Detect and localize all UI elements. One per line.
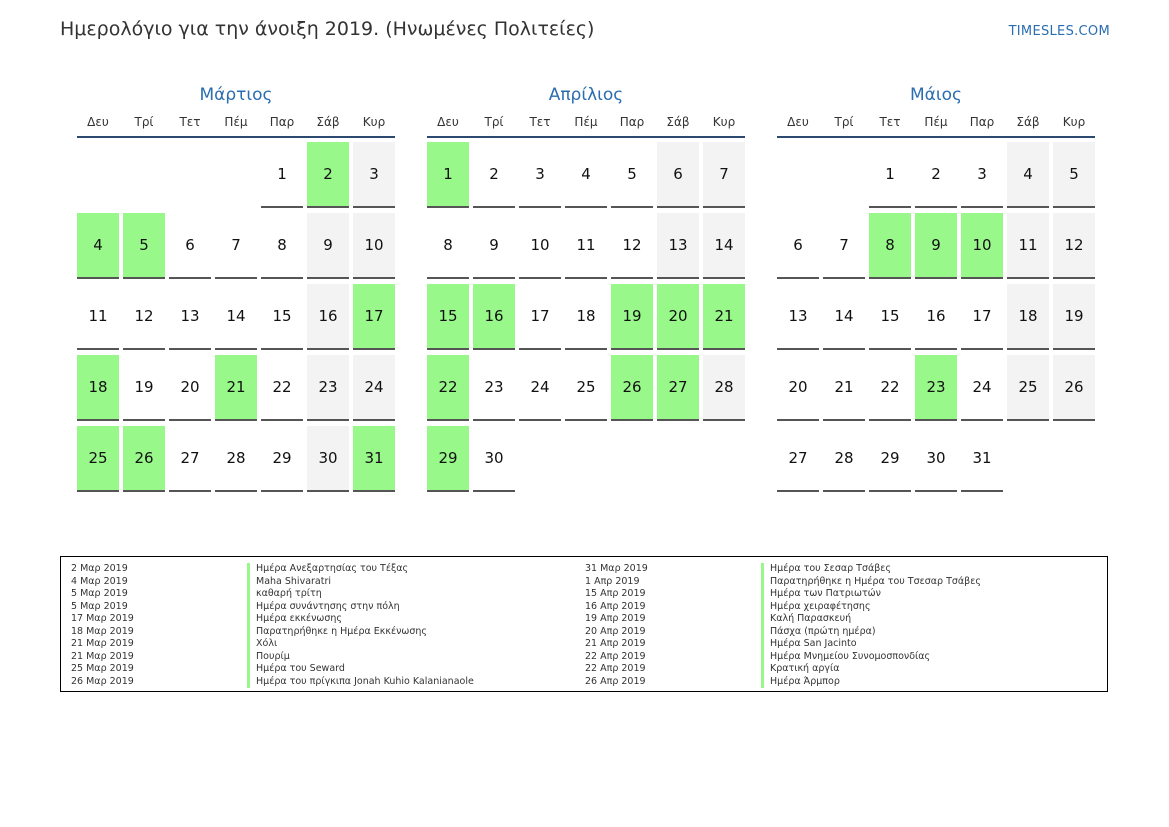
day-cell[interactable]: 23 bbox=[473, 355, 515, 421]
day-cell[interactable]: 24 bbox=[519, 355, 561, 421]
legend-holiday-name: Ημέρα Ανεξαρτησίας του Τέξας bbox=[247, 563, 408, 576]
legend-row bbox=[71, 563, 474, 576]
day-cell[interactable]: 7 bbox=[823, 213, 865, 279]
day-cell[interactable]: 8 bbox=[427, 213, 469, 279]
legend-row bbox=[71, 601, 474, 614]
weekday-label: Δευ bbox=[787, 115, 809, 129]
legend-date: 21 Μαρ 2019 bbox=[71, 638, 134, 649]
day-cell[interactable]: 6 bbox=[169, 213, 211, 279]
legend-date: 26 Απρ 2019 bbox=[585, 675, 646, 687]
legend-row bbox=[585, 613, 981, 626]
empty-day-cell bbox=[1007, 426, 1049, 492]
weekday-label: Παρ bbox=[969, 115, 995, 129]
day-cell[interactable]: 16 bbox=[307, 284, 349, 350]
day-cell[interactable]: 14 bbox=[215, 284, 257, 350]
weekday-label: Πέμ bbox=[224, 115, 248, 129]
day-cell[interactable]: 17 bbox=[961, 284, 1003, 350]
day-cell[interactable]: 11 bbox=[77, 284, 119, 350]
day-cell[interactable]: 1 bbox=[869, 142, 911, 208]
weekday-label: Τρί bbox=[484, 115, 504, 129]
day-cell[interactable]: 20 bbox=[657, 284, 699, 350]
legend-row bbox=[71, 626, 474, 639]
day-cell[interactable]: 24 bbox=[961, 355, 1003, 421]
weekday-label: Πέμ bbox=[924, 115, 948, 129]
legend-holiday-name: Ημέρα του Seward bbox=[247, 663, 345, 676]
weekday-label: Παρ bbox=[619, 115, 645, 129]
day-cell[interactable]: 8 bbox=[261, 213, 303, 279]
day-cell[interactable]: 12 bbox=[1053, 213, 1095, 279]
day-cell[interactable]: 5 bbox=[123, 213, 165, 279]
legend-date: 5 Μαρ 2019 bbox=[71, 588, 128, 599]
legend-date: 16 Απρ 2019 bbox=[585, 600, 646, 612]
day-cell[interactable]: 10 bbox=[519, 213, 561, 279]
day-cell[interactable]: 2 bbox=[915, 142, 957, 208]
month-calendar bbox=[777, 82, 1095, 497]
day-cell[interactable]: 31 bbox=[961, 426, 1003, 492]
legend-date: 22 Απρ 2019 bbox=[585, 650, 646, 662]
day-cell[interactable]: 25 bbox=[565, 355, 607, 421]
legend-holiday-name: Χόλι bbox=[247, 638, 277, 651]
day-cell[interactable]: 11 bbox=[1007, 213, 1049, 279]
week-row bbox=[427, 142, 745, 208]
legend-holiday-name: Ημέρα συνάντησης στην πόλη bbox=[247, 601, 400, 614]
legend-date: 4 Μαρ 2019 bbox=[71, 575, 128, 587]
legend-row bbox=[585, 651, 981, 664]
day-cell[interactable]: 15 bbox=[869, 284, 911, 350]
week-row bbox=[777, 284, 1095, 350]
legend-holiday-name: Καλή Παρασκευή bbox=[761, 613, 851, 626]
day-cell[interactable]: 1 bbox=[261, 142, 303, 208]
legend-row bbox=[585, 588, 981, 601]
legend-date: 25 Μαρ 2019 bbox=[71, 663, 134, 674]
day-cell[interactable]: 9 bbox=[307, 213, 349, 279]
empty-day-cell bbox=[777, 142, 819, 208]
legend-holiday-name: Παρατηρήθηκε η Ημέρα Εκκένωσης bbox=[247, 626, 427, 639]
legend-row bbox=[71, 588, 474, 601]
weekday-header bbox=[777, 108, 1095, 138]
weekday-label: Τετ bbox=[529, 115, 551, 129]
day-cell[interactable]: 12 bbox=[611, 213, 653, 279]
empty-day-cell bbox=[823, 142, 865, 208]
legend-holiday-name: Ημέρα Άρμπορ bbox=[761, 676, 840, 689]
weekday-label: Τετ bbox=[179, 115, 201, 129]
legend-row bbox=[585, 626, 981, 639]
page-title: Ημερολόγιο για την άνοιξη 2019. (Ηνωμένες Πολιτείες) bbox=[60, 18, 595, 40]
month-name: Μάιος bbox=[909, 85, 962, 105]
week-row bbox=[77, 426, 395, 492]
day-cell[interactable]: 13 bbox=[777, 284, 819, 350]
legend-date: 15 Απρ 2019 bbox=[585, 588, 646, 599]
legend-holiday-name: Ημέρα Μνημείου Συνομοσπονδίας bbox=[761, 651, 930, 664]
day-cell[interactable]: 23 bbox=[915, 355, 957, 421]
day-cell[interactable]: 27 bbox=[777, 426, 819, 492]
weekday-label: Τρί bbox=[134, 115, 154, 129]
day-cell[interactable]: 3 bbox=[353, 142, 395, 208]
day-cell[interactable]: 21 bbox=[703, 284, 745, 350]
site-link[interactable]: TIMESLES.COM bbox=[1008, 24, 1110, 39]
day-cell[interactable]: 15 bbox=[427, 284, 469, 350]
week-row bbox=[777, 426, 1095, 492]
day-cell[interactable]: 10 bbox=[961, 213, 1003, 279]
legend-row bbox=[585, 563, 981, 576]
day-cell[interactable]: 20 bbox=[169, 355, 211, 421]
legend-row bbox=[71, 638, 474, 651]
holiday-legend bbox=[60, 556, 1108, 692]
legend-holiday-name: Ημέρα του πρίγκιπα Jonah Kuhio Kalanianaole bbox=[247, 676, 474, 689]
day-cell[interactable]: 13 bbox=[169, 284, 211, 350]
day-cell[interactable]: 14 bbox=[823, 284, 865, 350]
legend-row bbox=[71, 613, 474, 626]
week-row bbox=[427, 355, 745, 421]
legend-column-march bbox=[71, 563, 474, 688]
weekday-label: Σάβ bbox=[666, 115, 690, 129]
day-cell[interactable]: 16 bbox=[915, 284, 957, 350]
week-row bbox=[777, 213, 1095, 279]
day-cell[interactable]: 25 bbox=[1007, 355, 1049, 421]
weekday-label: Κυρ bbox=[712, 115, 736, 129]
day-cell[interactable]: 11 bbox=[565, 213, 607, 279]
legend-holiday-name: Ημέρα των Πατριωτών bbox=[761, 588, 881, 601]
legend-row bbox=[71, 651, 474, 664]
day-cell[interactable]: 5 bbox=[611, 142, 653, 208]
legend-date: 1 Απρ 2019 bbox=[585, 575, 640, 587]
day-cell[interactable]: 6 bbox=[777, 213, 819, 279]
day-cell[interactable]: 5 bbox=[1053, 142, 1095, 208]
weekday-header bbox=[427, 108, 745, 138]
legend-row bbox=[585, 576, 981, 589]
day-cell[interactable]: 9 bbox=[915, 213, 957, 279]
legend-date: 5 Μαρ 2019 bbox=[71, 600, 128, 612]
legend-date: 21 Μαρ 2019 bbox=[71, 650, 134, 662]
legend-date: 21 Απρ 2019 bbox=[585, 638, 646, 649]
legend-date: 17 Μαρ 2019 bbox=[71, 613, 134, 624]
empty-day-cell bbox=[123, 142, 165, 208]
day-cell[interactable]: 21 bbox=[215, 355, 257, 421]
empty-day-cell bbox=[703, 426, 745, 492]
week-row bbox=[77, 213, 395, 279]
day-cell[interactable]: 30 bbox=[473, 426, 515, 492]
day-cell[interactable]: 2 bbox=[473, 142, 515, 208]
day-cell[interactable]: 17 bbox=[353, 284, 395, 350]
day-cell[interactable]: 26 bbox=[123, 426, 165, 492]
day-cell[interactable]: 19 bbox=[611, 284, 653, 350]
legend-holiday-name: Πουρίμ bbox=[247, 651, 290, 664]
day-cell[interactable]: 4 bbox=[1007, 142, 1049, 208]
day-cell[interactable]: 31 bbox=[353, 426, 395, 492]
weekday-label: Σάβ bbox=[1016, 115, 1040, 129]
empty-day-cell bbox=[215, 142, 257, 208]
legend-date: 18 Μαρ 2019 bbox=[71, 625, 134, 637]
empty-day-cell bbox=[657, 426, 699, 492]
month-name: Μάρτιος bbox=[199, 85, 273, 105]
weekday-label: Δευ bbox=[87, 115, 109, 129]
weekday-label: Τρί bbox=[834, 115, 854, 129]
day-cell[interactable]: 6 bbox=[657, 142, 699, 208]
day-cell[interactable]: 21 bbox=[823, 355, 865, 421]
weekday-label: Πέμ bbox=[574, 115, 598, 129]
day-cell[interactable]: 22 bbox=[869, 355, 911, 421]
legend-holiday-name: Παρατηρήθηκε η Ημέρα του Τσεσαρ Τσάβες bbox=[761, 576, 981, 589]
day-cell[interactable]: 23 bbox=[307, 355, 349, 421]
day-cell[interactable]: 28 bbox=[215, 426, 257, 492]
month-calendar bbox=[77, 82, 395, 497]
empty-day-cell bbox=[1053, 426, 1095, 492]
day-cell[interactable]: 30 bbox=[307, 426, 349, 492]
day-cell[interactable]: 3 bbox=[519, 142, 561, 208]
day-cell[interactable]: 27 bbox=[657, 355, 699, 421]
day-cell[interactable]: 3 bbox=[961, 142, 1003, 208]
day-cell[interactable]: 22 bbox=[261, 355, 303, 421]
weekday-label: Τετ bbox=[879, 115, 901, 129]
legend-row bbox=[71, 663, 474, 676]
day-cell[interactable]: 25 bbox=[77, 426, 119, 492]
day-cell[interactable]: 8 bbox=[869, 213, 911, 279]
month-name: Απρίλιος bbox=[548, 85, 624, 105]
day-cell[interactable]: 24 bbox=[353, 355, 395, 421]
legend-date: 2 Μαρ 2019 bbox=[71, 563, 128, 574]
empty-day-cell bbox=[169, 142, 211, 208]
day-cell[interactable]: 26 bbox=[1053, 355, 1095, 421]
day-cell[interactable]: 4 bbox=[565, 142, 607, 208]
week-row bbox=[777, 355, 1095, 421]
day-cell[interactable]: 26 bbox=[611, 355, 653, 421]
day-cell[interactable]: 28 bbox=[823, 426, 865, 492]
empty-day-cell bbox=[565, 426, 607, 492]
month-calendar bbox=[427, 82, 745, 497]
weekday-header bbox=[77, 108, 395, 138]
day-cell[interactable]: 27 bbox=[169, 426, 211, 492]
day-cell[interactable]: 12 bbox=[123, 284, 165, 350]
day-cell[interactable]: 19 bbox=[1053, 284, 1095, 350]
legend-row bbox=[71, 676, 474, 689]
day-cell[interactable]: 15 bbox=[261, 284, 303, 350]
day-cell[interactable]: 29 bbox=[427, 426, 469, 492]
week-row bbox=[427, 426, 745, 492]
day-cell[interactable]: 18 bbox=[77, 355, 119, 421]
legend-row bbox=[585, 638, 981, 651]
legend-row bbox=[71, 576, 474, 589]
weekday-label: Κυρ bbox=[1062, 115, 1086, 129]
day-cell[interactable]: 7 bbox=[215, 213, 257, 279]
legend-date: 31 Μαρ 2019 bbox=[585, 563, 648, 574]
week-row bbox=[77, 284, 395, 350]
day-cell[interactable]: 18 bbox=[565, 284, 607, 350]
weekday-label: Δευ bbox=[437, 115, 459, 129]
legend-holiday-name: Ημέρα San Jacinto bbox=[761, 638, 857, 651]
day-cell[interactable]: 19 bbox=[123, 355, 165, 421]
legend-date: 19 Απρ 2019 bbox=[585, 613, 646, 624]
day-cell[interactable]: 7 bbox=[703, 142, 745, 208]
day-cell[interactable]: 30 bbox=[915, 426, 957, 492]
weekday-label: Παρ bbox=[269, 115, 295, 129]
day-cell[interactable]: 29 bbox=[869, 426, 911, 492]
week-row bbox=[427, 213, 745, 279]
day-cell[interactable]: 16 bbox=[473, 284, 515, 350]
legend-row bbox=[585, 601, 981, 614]
legend-holiday-name: Κρατική αργία bbox=[761, 663, 840, 676]
legend-holiday-name: Ημέρα του Σεσαρ Τσάβες bbox=[761, 563, 891, 576]
legend-column-april bbox=[585, 563, 981, 688]
day-cell[interactable]: 18 bbox=[1007, 284, 1049, 350]
legend-row bbox=[585, 676, 981, 689]
empty-day-cell bbox=[611, 426, 653, 492]
legend-holiday-name: Ημέρα εκκένωσης bbox=[247, 613, 342, 626]
legend-holiday-name: Maha Shivaratri bbox=[247, 576, 331, 589]
legend-holiday-name: Ημέρα χειραφέτησης bbox=[761, 601, 871, 614]
legend-date: 26 Μαρ 2019 bbox=[71, 675, 134, 687]
legend-holiday-name: καθαρή τρίτη bbox=[247, 588, 322, 601]
weekday-label: Σάβ bbox=[316, 115, 340, 129]
empty-day-cell bbox=[77, 142, 119, 208]
empty-day-cell bbox=[519, 426, 561, 492]
day-cell[interactable]: 2 bbox=[307, 142, 349, 208]
weekday-label: Κυρ bbox=[362, 115, 386, 129]
legend-date: 20 Απρ 2019 bbox=[585, 625, 646, 637]
day-cell[interactable]: 9 bbox=[473, 213, 515, 279]
day-cell[interactable]: 22 bbox=[427, 355, 469, 421]
week-row bbox=[77, 142, 395, 208]
legend-holiday-name: Πάσχα (πρώτη ημέρα) bbox=[761, 626, 876, 639]
day-cell[interactable]: 10 bbox=[353, 213, 395, 279]
day-cell[interactable]: 28 bbox=[703, 355, 745, 421]
day-cell[interactable]: 17 bbox=[519, 284, 561, 350]
week-row bbox=[77, 355, 395, 421]
legend-date: 22 Απρ 2019 bbox=[585, 663, 646, 674]
legend-row bbox=[585, 663, 981, 676]
day-cell[interactable]: 4 bbox=[77, 213, 119, 279]
day-cell[interactable]: 20 bbox=[777, 355, 819, 421]
day-cell[interactable]: 13 bbox=[657, 213, 699, 279]
week-row bbox=[777, 142, 1095, 208]
day-cell[interactable]: 29 bbox=[261, 426, 303, 492]
week-row bbox=[427, 284, 745, 350]
day-cell[interactable]: 14 bbox=[703, 213, 745, 279]
day-cell[interactable]: 1 bbox=[427, 142, 469, 208]
